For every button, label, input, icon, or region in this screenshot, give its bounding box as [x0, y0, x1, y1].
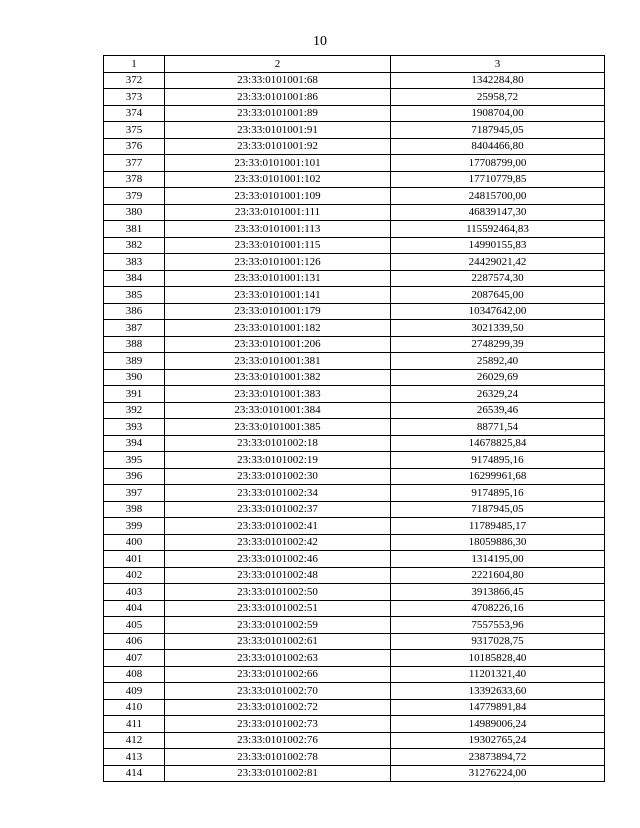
value-cell: 26539,46 — [391, 402, 605, 419]
row-number-cell: 390 — [104, 369, 165, 386]
cadastral-number-cell: 23:33:0101001:383 — [165, 386, 391, 403]
table-row — [104, 699, 605, 716]
table-row — [104, 567, 605, 584]
value-cell: 2221604,80 — [391, 567, 605, 584]
row-number-cell: 388 — [104, 336, 165, 353]
value-cell: 17710779,85 — [391, 171, 605, 188]
cadastral-number-cell: 23:33:0101001:385 — [165, 419, 391, 436]
row-number-cell: 401 — [104, 551, 165, 568]
cadastral-number-cell: 23:33:0101002:63 — [165, 650, 391, 667]
value-cell: 14990155,83 — [391, 237, 605, 254]
value-cell: 88771,54 — [391, 419, 605, 436]
row-number-cell: 406 — [104, 633, 165, 650]
table-row — [104, 270, 605, 287]
table-row — [104, 336, 605, 353]
cadastral-number-cell: 23:33:0101001:131 — [165, 270, 391, 287]
cadastral-number-cell: 23:33:0101002:66 — [165, 666, 391, 683]
data-table — [103, 55, 605, 782]
table-row — [104, 320, 605, 337]
row-number-cell: 380 — [104, 204, 165, 221]
row-number-cell: 387 — [104, 320, 165, 337]
cadastral-number-cell: 23:33:0101001:86 — [165, 89, 391, 106]
table-row — [104, 732, 605, 749]
row-number-cell: 384 — [104, 270, 165, 287]
value-cell: 19302765,24 — [391, 732, 605, 749]
header-cell-3: 3 — [391, 56, 605, 73]
row-number-cell: 377 — [104, 155, 165, 172]
table-row — [104, 501, 605, 518]
value-cell: 7187945,05 — [391, 122, 605, 139]
cadastral-number-cell: 23:33:0101001:382 — [165, 369, 391, 386]
row-number-cell: 398 — [104, 501, 165, 518]
row-number-cell: 412 — [104, 732, 165, 749]
value-cell: 115592464,83 — [391, 221, 605, 238]
page-number: 10 — [313, 34, 327, 49]
row-number-cell: 383 — [104, 254, 165, 271]
row-number-cell: 392 — [104, 402, 165, 419]
cadastral-number-cell: 23:33:0101002:30 — [165, 468, 391, 485]
cadastral-number-cell: 23:33:0101002:50 — [165, 584, 391, 601]
row-number-cell: 408 — [104, 666, 165, 683]
cadastral-number-cell: 23:33:0101001:384 — [165, 402, 391, 419]
value-cell: 1314195,00 — [391, 551, 605, 568]
value-cell: 2087645,00 — [391, 287, 605, 304]
cadastral-number-cell: 23:33:0101002:81 — [165, 765, 391, 782]
table-row — [104, 650, 605, 667]
table-row — [104, 419, 605, 436]
value-cell: 13392633,60 — [391, 683, 605, 700]
cadastral-number-cell: 23:33:0101001:113 — [165, 221, 391, 238]
table-row — [104, 72, 605, 89]
table-row — [104, 105, 605, 122]
row-number-cell: 411 — [104, 716, 165, 733]
value-cell: 23873894,72 — [391, 749, 605, 766]
cadastral-number-cell: 23:33:0101002:61 — [165, 633, 391, 650]
cadastral-number-cell: 23:33:0101001:115 — [165, 237, 391, 254]
value-cell: 9174895,16 — [391, 485, 605, 502]
row-number-cell: 400 — [104, 534, 165, 551]
cadastral-number-cell: 23:33:0101001:206 — [165, 336, 391, 353]
value-cell: 4708226,16 — [391, 600, 605, 617]
value-cell: 11789485,17 — [391, 518, 605, 535]
cadastral-number-cell: 23:33:0101001:102 — [165, 171, 391, 188]
row-number-cell: 404 — [104, 600, 165, 617]
value-cell: 10185828,40 — [391, 650, 605, 667]
value-cell: 1342284,80 — [391, 72, 605, 89]
header-cell-1: 1 — [104, 56, 165, 73]
table-row — [104, 617, 605, 634]
value-cell: 7187945,05 — [391, 501, 605, 518]
row-number-cell: 373 — [104, 89, 165, 106]
cadastral-number-cell: 23:33:0101001:182 — [165, 320, 391, 337]
cadastral-number-cell: 23:33:0101002:41 — [165, 518, 391, 535]
table-row — [104, 765, 605, 782]
value-cell: 46839147,30 — [391, 204, 605, 221]
table-row — [104, 683, 605, 700]
value-cell: 9317028,75 — [391, 633, 605, 650]
cadastral-number-cell: 23:33:0101001:89 — [165, 105, 391, 122]
table-row — [104, 402, 605, 419]
value-cell: 25892,40 — [391, 353, 605, 370]
cadastral-number-cell: 23:33:0101001:92 — [165, 138, 391, 155]
value-cell: 17708799,00 — [391, 155, 605, 172]
table-row — [104, 518, 605, 535]
cadastral-number-cell: 23:33:0101002:72 — [165, 699, 391, 716]
table-row — [104, 171, 605, 188]
row-number-cell: 410 — [104, 699, 165, 716]
value-cell: 10347642,00 — [391, 303, 605, 320]
row-number-cell: 395 — [104, 452, 165, 469]
header-cell-2: 2 — [165, 56, 391, 73]
table-row — [104, 287, 605, 304]
cadastral-number-cell: 23:33:0101002:70 — [165, 683, 391, 700]
cadastral-number-cell: 23:33:0101002:76 — [165, 732, 391, 749]
value-cell: 26329,24 — [391, 386, 605, 403]
value-cell: 3913866,45 — [391, 584, 605, 601]
value-cell: 9174895,16 — [391, 452, 605, 469]
row-number-cell: 407 — [104, 650, 165, 667]
cadastral-number-cell: 23:33:0101001:381 — [165, 353, 391, 370]
header-row — [104, 56, 605, 73]
value-cell: 2748299,39 — [391, 336, 605, 353]
row-number-cell: 386 — [104, 303, 165, 320]
cadastral-number-cell: 23:33:0101001:141 — [165, 287, 391, 304]
row-number-cell: 376 — [104, 138, 165, 155]
cadastral-number-cell: 23:33:0101002:51 — [165, 600, 391, 617]
cadastral-number-cell: 23:33:0101002:18 — [165, 435, 391, 452]
value-cell: 14989006,24 — [391, 716, 605, 733]
table-row — [104, 749, 605, 766]
table-row — [104, 303, 605, 320]
table-row — [104, 435, 605, 452]
value-cell: 25958,72 — [391, 89, 605, 106]
cadastral-number-cell: 23:33:0101002:46 — [165, 551, 391, 568]
table-row — [104, 633, 605, 650]
table-row — [104, 254, 605, 271]
cadastral-number-cell: 23:33:0101001:68 — [165, 72, 391, 89]
cadastral-number-cell: 23:33:0101001:109 — [165, 188, 391, 205]
value-cell: 26029,69 — [391, 369, 605, 386]
row-number-cell: 391 — [104, 386, 165, 403]
row-number-cell: 394 — [104, 435, 165, 452]
table-row — [104, 89, 605, 106]
table-row — [104, 468, 605, 485]
value-cell: 7557553,96 — [391, 617, 605, 634]
cadastral-number-cell: 23:33:0101001:91 — [165, 122, 391, 139]
table-row — [104, 155, 605, 172]
cadastral-number-cell: 23:33:0101001:101 — [165, 155, 391, 172]
table-row — [104, 666, 605, 683]
table-row — [104, 584, 605, 601]
cadastral-number-cell: 23:33:0101001:111 — [165, 204, 391, 221]
cadastral-number-cell: 23:33:0101002:42 — [165, 534, 391, 551]
table-row — [104, 122, 605, 139]
table-row — [104, 353, 605, 370]
row-number-cell: 396 — [104, 468, 165, 485]
row-number-cell: 381 — [104, 221, 165, 238]
row-number-cell: 379 — [104, 188, 165, 205]
value-cell: 3021339,50 — [391, 320, 605, 337]
value-cell: 14678825,84 — [391, 435, 605, 452]
table-row — [104, 452, 605, 469]
cadastral-number-cell: 23:33:0101001:179 — [165, 303, 391, 320]
table-row — [104, 237, 605, 254]
table-row — [104, 204, 605, 221]
row-number-cell: 389 — [104, 353, 165, 370]
table-row — [104, 369, 605, 386]
value-cell: 16299961,68 — [391, 468, 605, 485]
row-number-cell: 397 — [104, 485, 165, 502]
value-cell: 14779891,84 — [391, 699, 605, 716]
value-cell: 1908704,00 — [391, 105, 605, 122]
row-number-cell: 399 — [104, 518, 165, 535]
cadastral-number-cell: 23:33:0101002:78 — [165, 749, 391, 766]
value-cell: 8404466,80 — [391, 138, 605, 155]
cadastral-number-cell: 23:33:0101002:37 — [165, 501, 391, 518]
table-row — [104, 221, 605, 238]
cadastral-number-cell: 23:33:0101002:19 — [165, 452, 391, 469]
row-number-cell: 405 — [104, 617, 165, 634]
row-number-cell: 413 — [104, 749, 165, 766]
row-number-cell: 402 — [104, 567, 165, 584]
row-number-cell: 382 — [104, 237, 165, 254]
row-number-cell: 385 — [104, 287, 165, 304]
row-number-cell: 403 — [104, 584, 165, 601]
table-row — [104, 600, 605, 617]
cadastral-number-cell: 23:33:0101002:34 — [165, 485, 391, 502]
table-row — [104, 485, 605, 502]
table-row — [104, 188, 605, 205]
row-number-cell: 372 — [104, 72, 165, 89]
value-cell: 24815700,00 — [391, 188, 605, 205]
table-row — [104, 551, 605, 568]
row-number-cell: 409 — [104, 683, 165, 700]
table-row — [104, 386, 605, 403]
cadastral-number-cell: 23:33:0101001:126 — [165, 254, 391, 271]
table-row — [104, 138, 605, 155]
row-number-cell: 414 — [104, 765, 165, 782]
table-row — [104, 716, 605, 733]
value-cell: 2287574,30 — [391, 270, 605, 287]
table-body — [104, 72, 605, 782]
row-number-cell: 375 — [104, 122, 165, 139]
value-cell: 24429021,42 — [391, 254, 605, 271]
cadastral-number-cell: 23:33:0101002:48 — [165, 567, 391, 584]
table-row — [104, 534, 605, 551]
value-cell: 11201321,40 — [391, 666, 605, 683]
cadastral-number-cell: 23:33:0101002:73 — [165, 716, 391, 733]
cadastral-number-cell: 23:33:0101002:59 — [165, 617, 391, 634]
value-cell: 31276224,00 — [391, 765, 605, 782]
row-number-cell: 378 — [104, 171, 165, 188]
row-number-cell: 393 — [104, 419, 165, 436]
table-header — [104, 56, 605, 73]
row-number-cell: 374 — [104, 105, 165, 122]
value-cell: 18059886,30 — [391, 534, 605, 551]
